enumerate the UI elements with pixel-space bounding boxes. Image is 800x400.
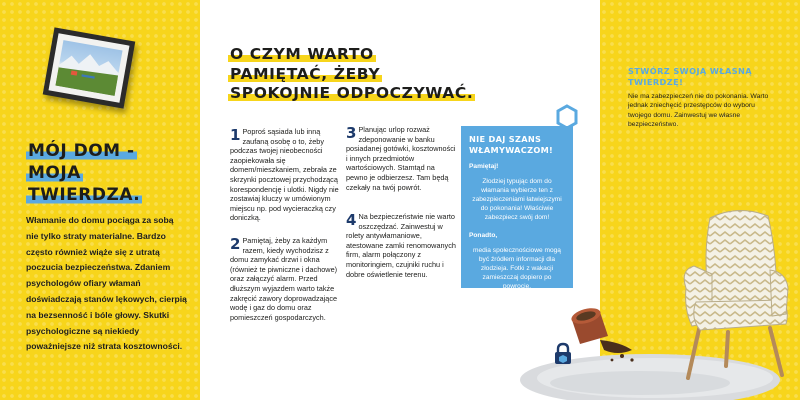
tip-4-text: Na bezpieczeństwie nie warto oszczędzać. Zainwestuj w rolety antywłamaniowe, atestowane zamki renomowanych firm, alarm połączony z monitoringiem, czujniki ruchu i dobre oświetlenie terenu. xyxy=(346,212,456,279)
tip-2-text: Pamiętaj, żeby za każdym razem, kiedy wychodzisz z domu zamykać drzwi i okna (również te piwniczne i dachowe) oraz załączyć alarm. Przed dłuższym wyjazdem warto także zakręcić zawory doprowadzające wodę i gaz do domu oraz pomieszczeń gospodarczych. xyxy=(230,236,338,322)
info-box-text-2: media społecznościowe mogą być źródłem informacji dla złodzieja. Fotki z wakacji zamieszczaj dopiero po powrocie. xyxy=(473,247,561,290)
main-heading-line-2: PAMIĘTAĆ, ŻEBY xyxy=(230,64,381,83)
tip-3-number: 3 xyxy=(346,124,357,142)
tip-3 xyxy=(346,125,456,192)
tip-3-text: Planując urlop rozważ zdeponowanie w banku posiadanej gotówki, kosztowności i innych przedmiotów wartościowych. Stamtąd na pewno je odbierzesz. Tam będą czekały na twój powrót. xyxy=(346,125,456,192)
info-box-subtitle-1: Pamiętaj! xyxy=(469,163,499,170)
info-box-subtitle-2: Ponadto, xyxy=(469,232,498,239)
tip-1-text: Poproś sąsiada lub inną zaufaną osobę o to, żeby podczas twojej nieobecności zaopiekowała się domem/mieszkaniem, zebrała ze skrzynki pocztowej przychodzącą korespondencję i ulotki. Nigdy nie zostawiaj kluczy w umówionym miejscu np. pod wycieraczką czy doniczką. xyxy=(230,127,339,223)
tip-1-number: 1 xyxy=(230,126,241,144)
tip-4-number: 4 xyxy=(346,211,357,229)
right-heading: STWÓRZ SWOJĄ WŁASNĄ TWIERDZĘ! xyxy=(628,66,752,87)
tip-2-number: 2 xyxy=(230,235,241,253)
left-title-line-3: TWIERDZA. xyxy=(28,185,141,205)
tip-1 xyxy=(230,127,342,223)
main-heading xyxy=(228,45,528,104)
main-heading-line-3: SPOKOJNIE ODPOCZYWAĆ. xyxy=(230,84,474,102)
left-title xyxy=(26,140,186,206)
left-body-text: Włamanie do domu pociąga za sobą nie tylko straty materialne. Bardzo często również wiąże się z utratą poczucia bezpieczeństwa. Zdaniem psychologów ofiary włamań doświadczają stanów lękowych, cierpią na bezsenność i bóle głowy. Skutki psychologiczne są niekiedy poważniejsze niż strata kosztowności. xyxy=(26,215,187,352)
tip-2 xyxy=(230,236,342,322)
padlock-icon xyxy=(553,342,573,366)
picture-mat xyxy=(49,33,130,103)
right-body-text: Nie ma zabezpieczeń nie do pokonania. Warto jednak zniechęcić przestępców do wyboru twojego domu. Zainwestuj we własne bezpieczeństwo. xyxy=(628,93,769,129)
landscape-photo xyxy=(55,40,122,96)
tip-4 xyxy=(346,212,456,279)
left-title-line-2: MOJA xyxy=(28,163,81,183)
main-heading-line-1: O CZYM WARTO xyxy=(230,45,374,63)
armchair-scene-illustration xyxy=(500,190,800,400)
info-box-text-1: Złodziej typując dom do włamania wybierze ten z zabezpieczeniami łatwiejszymi do pokonania! Właściwie zabezpiecz swój dom! xyxy=(472,178,562,221)
picture-frame-decoration xyxy=(43,27,136,108)
info-box-title: NIE DAJ SZANS WŁAMYWACZOM! xyxy=(469,134,554,155)
left-title-line-1: MÓJ DOM - xyxy=(28,141,135,161)
flower-pot xyxy=(570,305,634,361)
